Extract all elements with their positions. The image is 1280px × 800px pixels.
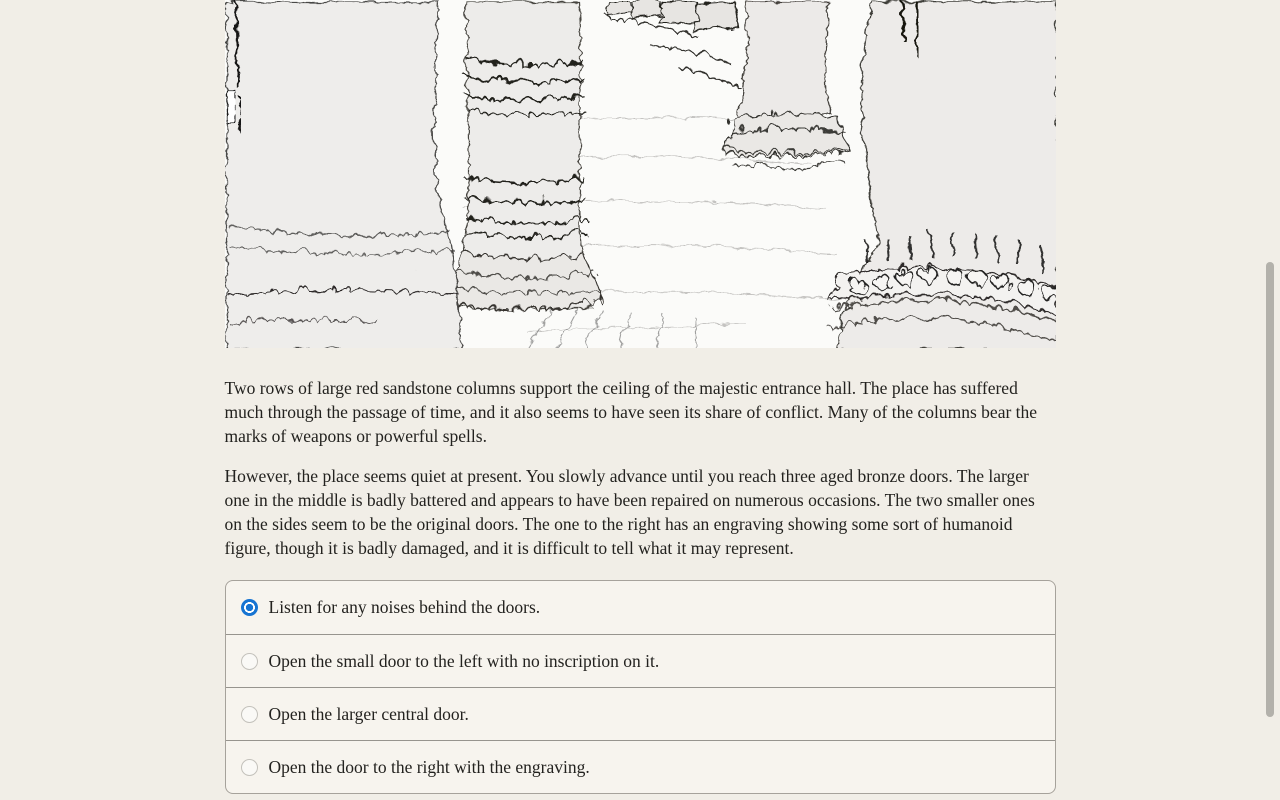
scrollbar-thumb[interactable] [1266,262,1274,717]
choice-label: Open the door to the right with the engraving. [268,756,590,777]
story-text [225,376,1056,560]
radio-button-icon[interactable] [241,706,258,723]
radio-button-icon[interactable] [241,759,258,776]
scene-illustration [225,0,1056,348]
choice-label: Open the small door to the left with no inscription on it. [268,650,660,671]
story-paragraph-1: Two rows of large red sandstone columns support the ceiling of the majestic entrance hall. The place has suffered much through the passage of time, and it also seems to have seen its share of conflict. Many of the columns bear the marks of weapons or powerful spells. [224,378,1038,446]
story-page [225,0,1056,794]
choice-option-listen[interactable] [226,581,1055,634]
choice-option-left-door[interactable] [226,634,1055,687]
choice-option-central-door[interactable] [226,687,1055,740]
choice-option-right-door[interactable] [226,740,1055,793]
story-paragraph-2: However, the place seems quiet at present. You slowly advance until you reach three aged bronze doors. The larger one in the middle is badly battered and appears to have been repaired on numerous occasions. The two smaller ones on the sides seem to be the original doors. The one to the right has an engraving showing some sort of humanoid figure, though it is badly damaged, and it is difficult to tell what it may represent. [224,466,1035,558]
radio-button-icon[interactable] [241,599,258,616]
radio-button-icon[interactable] [241,653,258,670]
choice-label: Listen for any noises behind the doors. [268,597,541,617]
choice-label: Open the larger central door. [268,703,469,724]
choice-list [225,580,1056,794]
columns-sketch-image [225,0,1056,348]
